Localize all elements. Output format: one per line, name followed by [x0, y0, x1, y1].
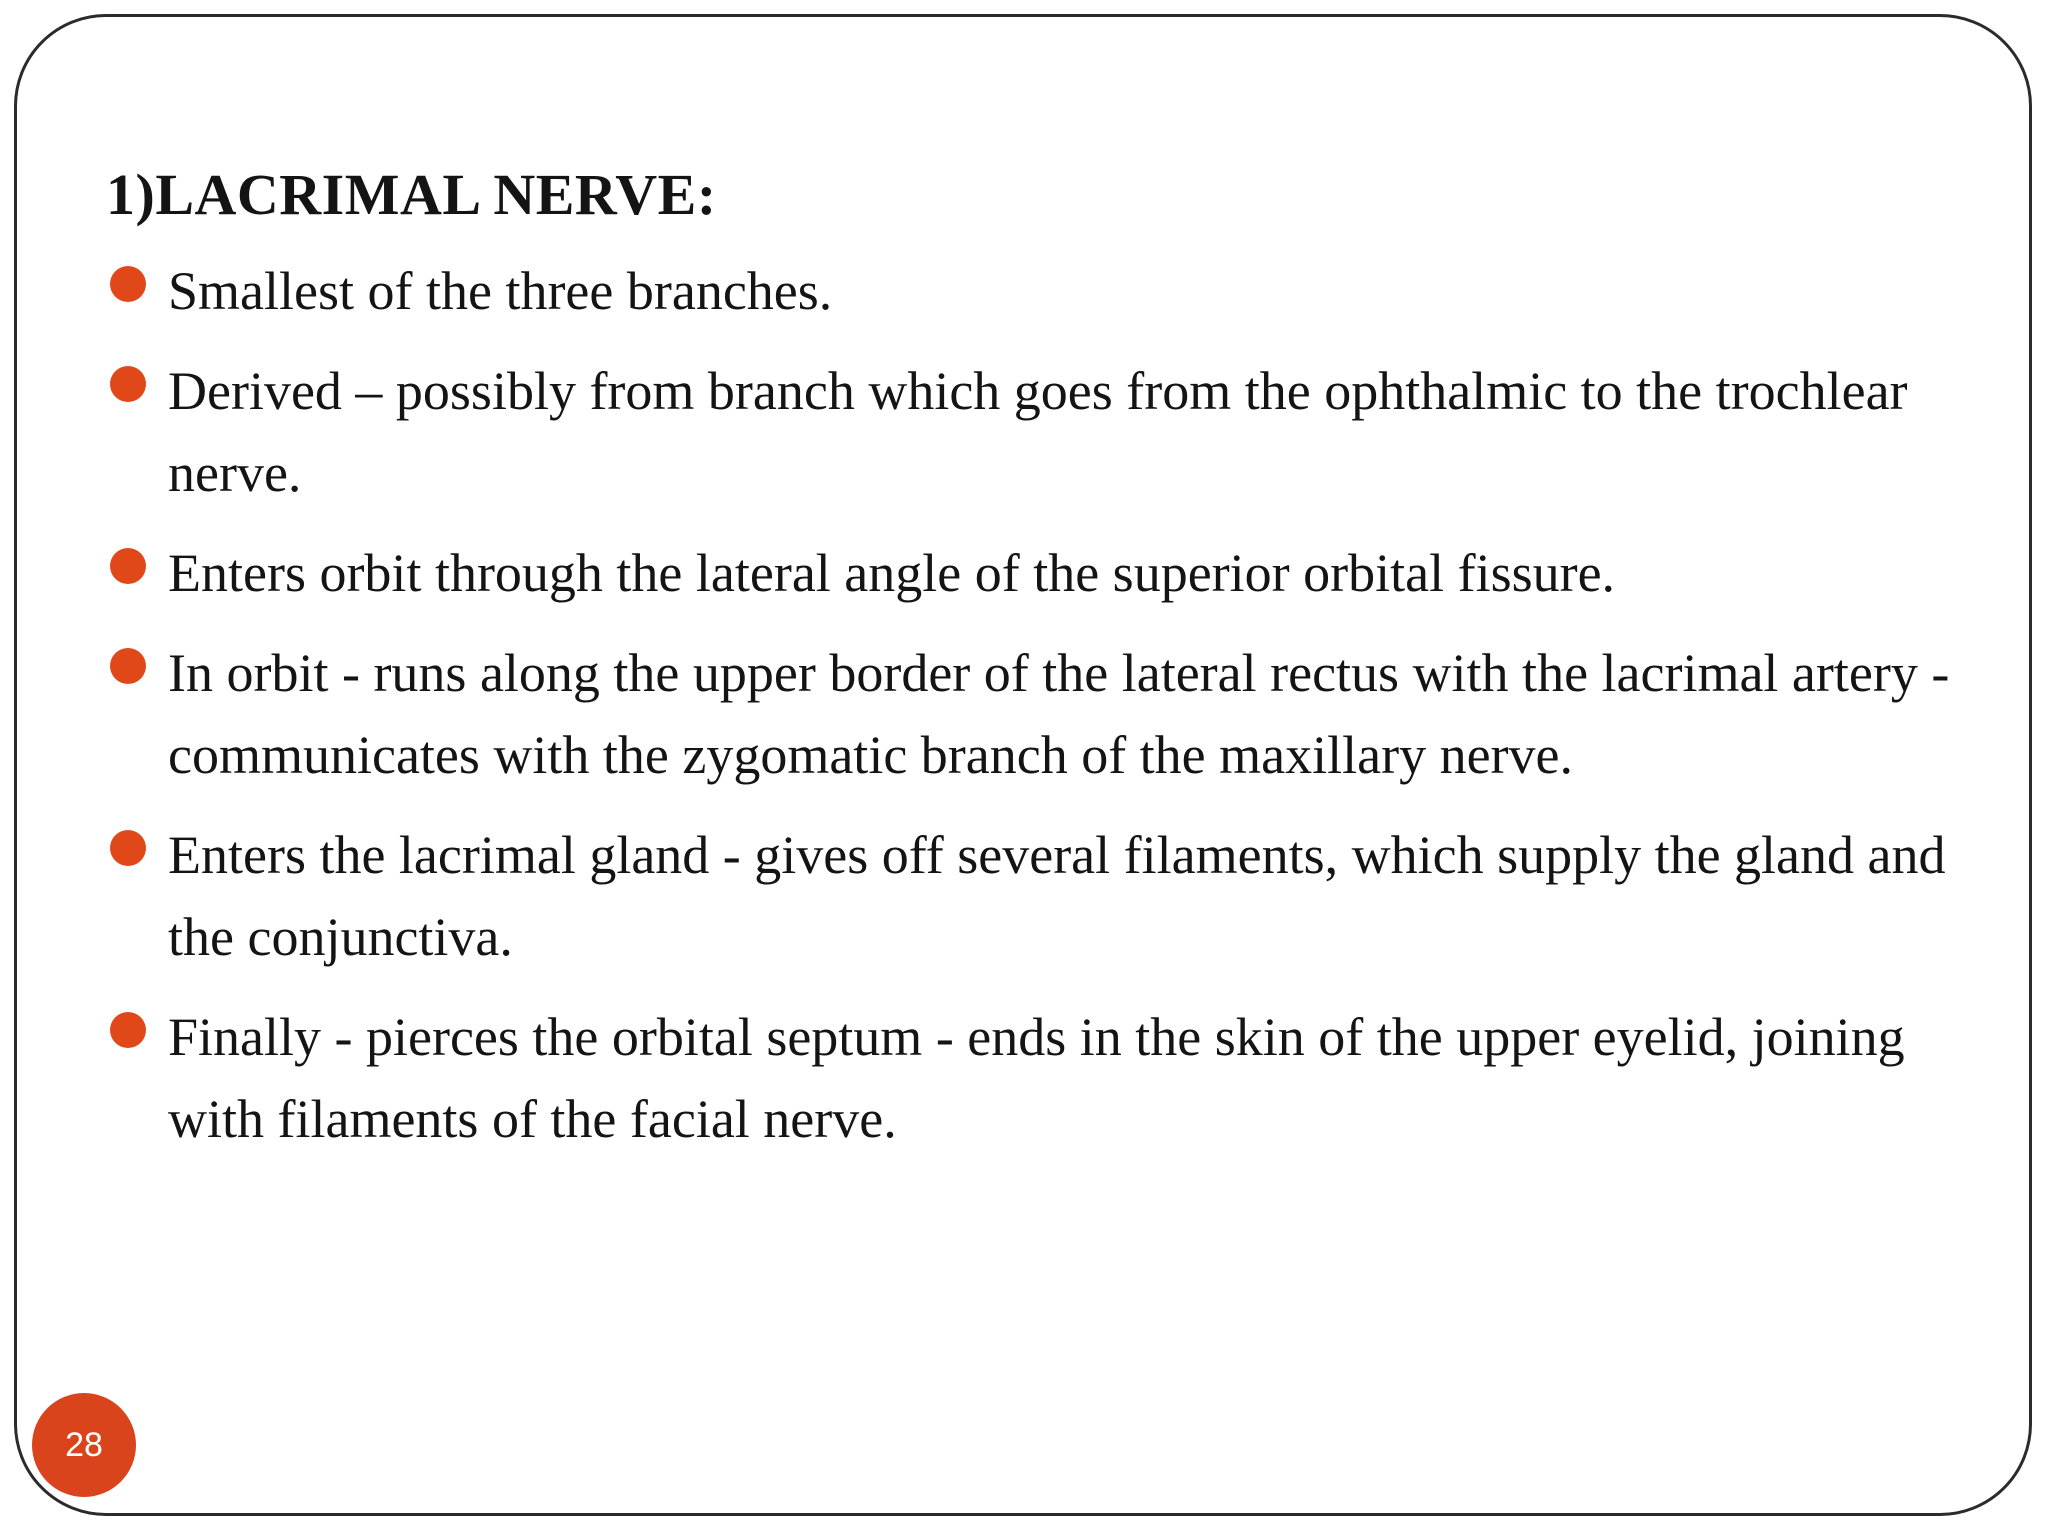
bullet-dot-icon	[110, 548, 146, 584]
bullet-item	[106, 532, 1966, 614]
bullet-text: Enters the lacrimal gland - gives off several filaments, which supply the gland and the conjunctiva.	[168, 825, 1946, 967]
bullet-list	[106, 250, 1966, 1160]
bullet-dot-icon	[110, 266, 146, 302]
bullet-text: Derived – possibly from branch which goes from the ophthalmic to the trochlear nerve.	[168, 361, 1908, 503]
bullet-item	[106, 996, 1966, 1160]
page-number-badge	[32, 1393, 136, 1497]
bullet-item	[106, 814, 1966, 978]
bullet-text: In orbit - runs along the upper border of the lateral rectus with the lacrimal artery - communicates with the zygomatic branch of the maxillary nerve.	[168, 643, 1950, 785]
bullet-dot-icon	[110, 830, 146, 866]
slide-heading: 1)LACRIMAL NERVE:	[106, 162, 717, 227]
bullet-item	[106, 632, 1966, 796]
bullet-item	[106, 350, 1966, 514]
bullet-text: Enters orbit through the lateral angle of the superior orbital fissure.	[168, 543, 1616, 603]
bullet-dot-icon	[110, 648, 146, 684]
slide-content	[106, 158, 1966, 1178]
bullet-text: Smallest of the three branches.	[168, 261, 833, 321]
bullet-item	[106, 250, 1966, 332]
page-number: 28	[65, 1425, 103, 1464]
bullet-text: Finally - pierces the orbital septum - ends in the skin of the upper eyelid, joining with filaments of the facial nerve.	[168, 1007, 1905, 1149]
bullet-dot-icon	[110, 1012, 146, 1048]
bullet-dot-icon	[110, 366, 146, 402]
